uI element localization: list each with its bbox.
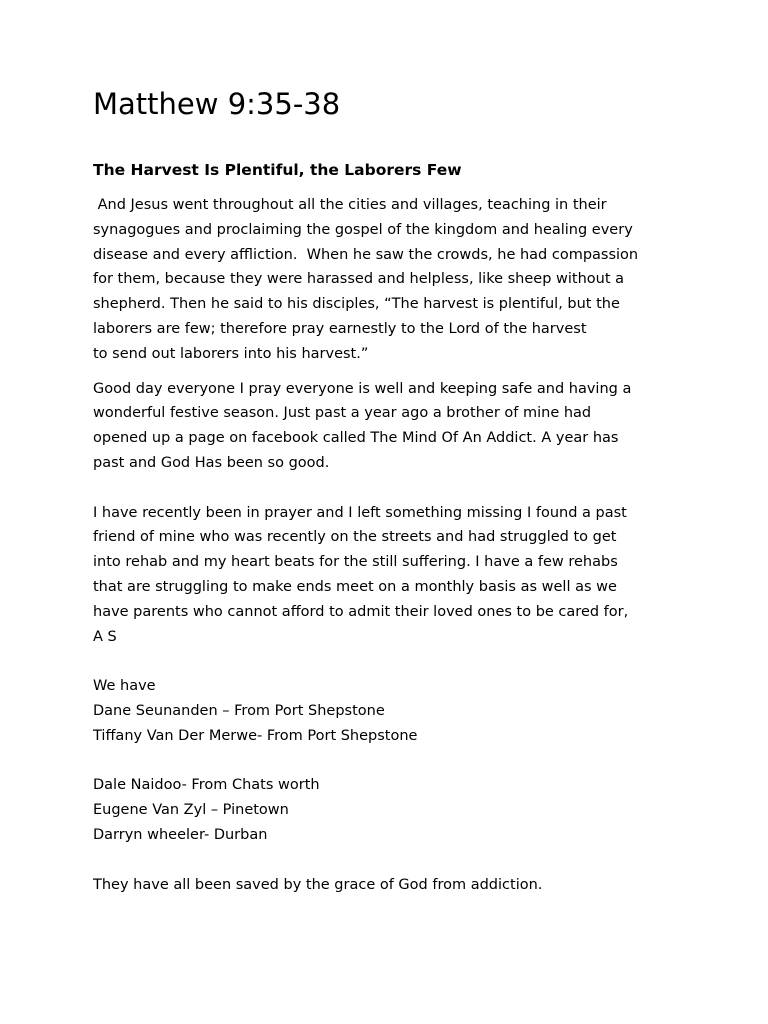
text-line: wonderful festive season. Just past a year ago a brother of mine had bbox=[93, 405, 592, 422]
text-line: that are struggling to make ends meet on a monthly basis as well as we bbox=[93, 578, 617, 595]
text-line: laborers are few; therefore pray earnestly to the Lord of the harvest bbox=[93, 320, 587, 337]
list-item: Tiffany Van Der Merwe- From Port Shepstone bbox=[93, 727, 418, 744]
closing-line: They have all been saved by the grace of God from addiction. bbox=[93, 876, 543, 893]
text-line: A S bbox=[93, 628, 117, 645]
document-body bbox=[93, 193, 693, 897]
paragraph-spacer bbox=[93, 476, 693, 501]
text-line: to send out laborers into his harvest.” bbox=[93, 345, 369, 362]
list-heading: We have bbox=[93, 678, 156, 695]
paragraph-spacer bbox=[93, 649, 693, 674]
text-line: shepherd. Then he said to his disciples, “The harvest is plentiful, but the bbox=[93, 296, 620, 313]
text-line: Good day everyone I pray everyone is well and keeping safe and having a bbox=[93, 380, 632, 397]
text-line: disease and every affliction. When he saw the crowds, he had compassion bbox=[93, 246, 639, 263]
text-line: have parents who cannot afford to admit their loved ones to be cared for, bbox=[93, 603, 629, 620]
people-list-1 bbox=[93, 674, 693, 748]
paragraph-spacer bbox=[93, 848, 693, 873]
list-item: Darryn wheeler- Durban bbox=[93, 826, 268, 843]
text-line: into rehab and my heart beats for the still suffering. I have a few rehabs bbox=[93, 554, 618, 571]
paragraph-spacer bbox=[93, 749, 693, 774]
page-title: Matthew 9:35-38 bbox=[93, 87, 341, 121]
people-list-2 bbox=[93, 773, 693, 847]
text-line: I have recently been in prayer and I left something missing I found a past bbox=[93, 504, 627, 521]
text-line: friend of mine who was recently on the streets and had struggled to get bbox=[93, 529, 617, 546]
paragraph-spacer bbox=[93, 367, 693, 377]
text-line: for them, because they were harassed and helpless, like sheep without a bbox=[93, 271, 625, 288]
text-line: opened up a page on facebook called The Mind Of An Addict. A year has bbox=[93, 430, 619, 447]
list-item: Eugene Van Zyl – Pinetown bbox=[93, 802, 289, 819]
scripture-paragraph bbox=[93, 193, 693, 367]
list-item: Dale Naidoo- From Chats worth bbox=[93, 777, 320, 794]
text-line: synagogues and proclaiming the gospel of the kingdom and healing every bbox=[93, 221, 633, 238]
prayer-paragraph bbox=[93, 501, 693, 650]
list-item: Dane Seunanden – From Port Shepstone bbox=[93, 702, 385, 719]
greeting-paragraph bbox=[93, 377, 693, 476]
section-heading: The Harvest Is Plentiful, the Laborers Few bbox=[93, 161, 462, 179]
text-line: past and God Has been so good. bbox=[93, 454, 330, 471]
text-line: And Jesus went throughout all the cities and villages, teaching in their bbox=[93, 197, 607, 213]
